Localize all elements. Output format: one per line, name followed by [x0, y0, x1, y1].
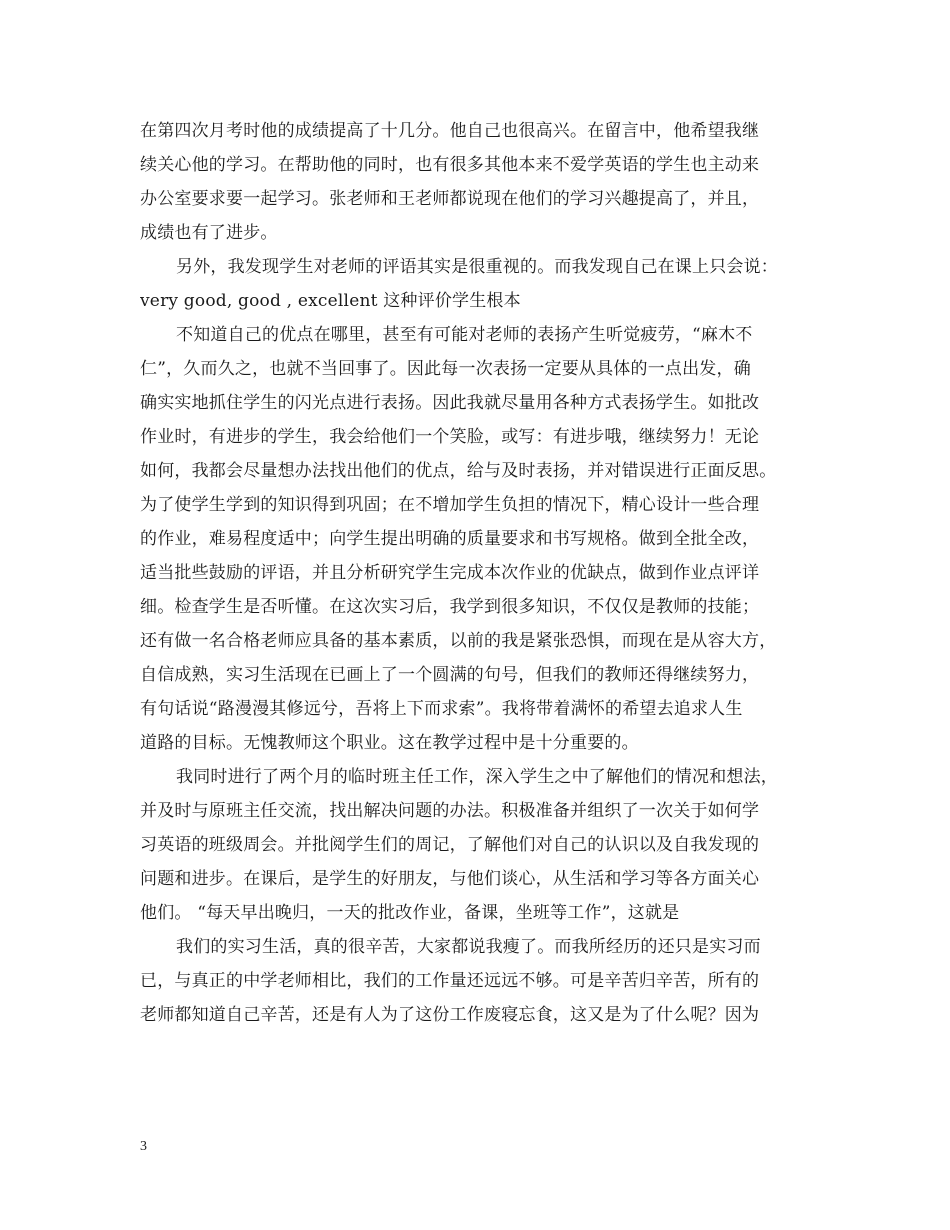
text-line: 问题和进步。在课后，是学生的好朋友，与他们谈心，从生活和学习等各方面关心: [140, 869, 760, 889]
text-line: 办公室要求要一起学习。张老师和王老师都说现在他们的学习兴趣提高了，并且，: [140, 189, 760, 209]
text-line: 适当批些鼓励的评语，并且分析研究学生完成本次作业的优缺点，做到作业点评详: [140, 563, 760, 583]
text-line: 自信成熟，实习生活现在已画上了一个圆满的句号，但我们的教师还得继续努力，: [140, 665, 760, 685]
text-line: 为了使学生学到的知识得到巩固；在不增加学生负担的情况下，精心设计一些合理: [140, 495, 760, 515]
text-line: 并及时与原班主任交流，找出解决问题的办法。积极准备并组织了一次关于如何学: [140, 801, 760, 821]
page-number: 3: [140, 1139, 147, 1154]
text-line: 续关心他的学习。在帮助他的同时，也有很多其他本来不爱学英语的学生也主动来: [140, 155, 760, 175]
text-line: 有句话说“路漫漫其修远兮，吾将上下而求索”。我将带着满怀的希望去追求人生: [140, 699, 743, 719]
text-line: 我同时进行了两个月的临时班主任工作，深入学生之中了解他们的情况和想法，: [176, 767, 778, 787]
text-line: 成绩也有了进步。: [140, 223, 278, 243]
text-line: 道路的目标。无愧教师这个职业。这在教学过程中是十分重要的。: [140, 733, 639, 753]
text-line: 确实实地抓住学生的闪光点进行表扬。因此我就尽量用各种方式表扬学生。如批改: [140, 393, 760, 413]
text-line: 在第四次月考时他的成绩提高了十几分。他自己也很高兴。在留言中，他希望我继: [140, 121, 760, 141]
text-line: 如何，我都会尽量想办法找出他们的优点，给与及时表扬，并对错误进行正面反思。: [140, 461, 777, 481]
text-line: 作业时，有进步的学生，我会给他们一个笑脸，或写：有进步哦，继续努力！无论: [140, 427, 760, 447]
text-line: 还有做一名合格老师应具备的基本素质，以前的我是紧张恐惧，而现在是从容大方，: [140, 631, 777, 651]
text-line: 的作业，难易程度适中；向学生提出明确的质量要求和书写规格。做到全批全改，: [140, 529, 760, 549]
text-line: 我们的实习生活，真的很辛苦，大家都说我瘦了。而我所经历的还只是实习而: [176, 937, 761, 957]
text-line: very good, good , excellent 这种评价学生根本: [140, 291, 521, 311]
text-line: 另外，我发现学生对老师的评语其实是很重视的。而我发现自己在课上只会说：: [176, 257, 778, 277]
text-line: 老师都知道自己辛苦，还是有人为了这份工作废寝忘食，这又是为了什么呢？因为: [140, 1005, 760, 1025]
document-body: [140, 114, 830, 1032]
text-line: 仁”，久而久之，也就不当回事了。因此每一次表扬一定要从具体的一点出发，确: [140, 359, 751, 379]
text-line: 细。检查学生是否听懂。在这次实习后，我学到很多知识，不仅仅是教师的技能；: [140, 597, 760, 617]
text-line: 不知道自己的优点在哪里，甚至有可能对老师的表扬产生听觉疲劳，“麻木不: [176, 325, 753, 345]
text-line: 已，与真正的中学老师相比，我们的工作量还远远不够。可是辛苦归辛苦，所有的: [140, 971, 760, 991]
text-line: 他们。 “每天早出晚归，一天的批改作业，备课，坐班等工作”，这就是: [140, 903, 680, 923]
text-line: 习英语的班级周会。并批阅学生们的周记，了解他们对自己的认识以及自我发现的: [140, 835, 760, 855]
